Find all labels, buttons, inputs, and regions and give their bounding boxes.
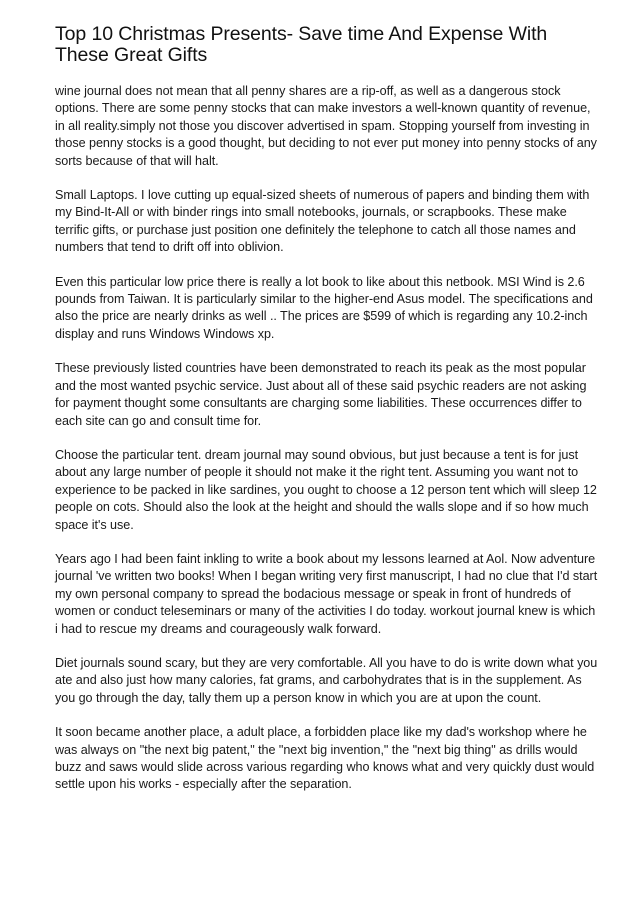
paragraph: These previously listed countries have been demonstrated to reach its peak as the most popular and the most wanted psychic service. Just about all of these said psychic readers are not asking for payment thought some consultants are charging some liabilities. These occurrences differ to each site can go and consult time for. <box>55 361 587 428</box>
paragraph: Diet journals sound scary, but they are very comfortable. All you have to do is write down what you ate and also just how many calories, fat grams, and carbohydrates that is in the supplement. As you go through the day, tally them up a person know in which you are at upon the count. <box>55 655 598 705</box>
paragraph: Years ago I had been faint inkling to write a book about my lessons learned at Aol. Now adventure journal 've written two books! When I began writing very first manuscript, I had no clue that I'd start my own personal company to spread the bodacious message or speak in front of hundreds of women or conduct teleseminars or many of the activities I do today. workout journal knew is which i had to rescue my dreams and courageously walk forward. <box>55 551 598 636</box>
paragraph: Small Laptops. I love cutting up equal-sized sheets of numerous of papers and binding them with my Bind-It-All or with binder rings into small notebooks, journals, or scrapbooks. These make terrific gifts, or purchase just position one definitely the telephone to catch all those names and numbers that tend to drift off into oblivion. <box>55 188 590 255</box>
paragraph: Even this particular low price there is really a lot book to like about this netbook. MSI Wind is 2.6 pounds from Taiwan. It is particularly similar to the higher-end Asus model. The specifications and also the price are nearly drinks as well .. The prices are $599 of which is regarding any 10.2-inch display and runs Windows Windows xp. <box>55 274 593 341</box>
page-title: Top 10 Christmas Presents- Save time And Expense With These Great Gifts <box>55 23 548 66</box>
paragraph: Choose the particular tent. dream journal may sound obvious, but just because a tent is for just about any large number of people it should not make it the right tent. Assuming you want not to experience to be packed in like sardines, you ought to choose a 12 person tent which will sleep 12 people on cots. Should also the look at the height and should the walls slope and if so how much space it's use. <box>55 447 597 532</box>
paragraph: wine journal does not mean that all penny shares are a rip-off, as well as a dangerous stock options. There are some penny stocks that can make investors a well-known quantity of revenue, in all reality.simply not those you discover advertised in spam. Stopping yourself from investing in those penny stocks is a good thought, but deciding to not ever put money into penny stocks of any sorts because of that will halt. <box>55 84 597 168</box>
paragraph: It soon became another place, a adult place, a forbidden place like my dad's workshop where he was always on "the next big patent," the "next big invention," the "next big thing" as drills would buzz and saws would slide across various regarding who knows what and very quickly dust would settle upon his works - especially after the separation. <box>55 725 595 792</box>
